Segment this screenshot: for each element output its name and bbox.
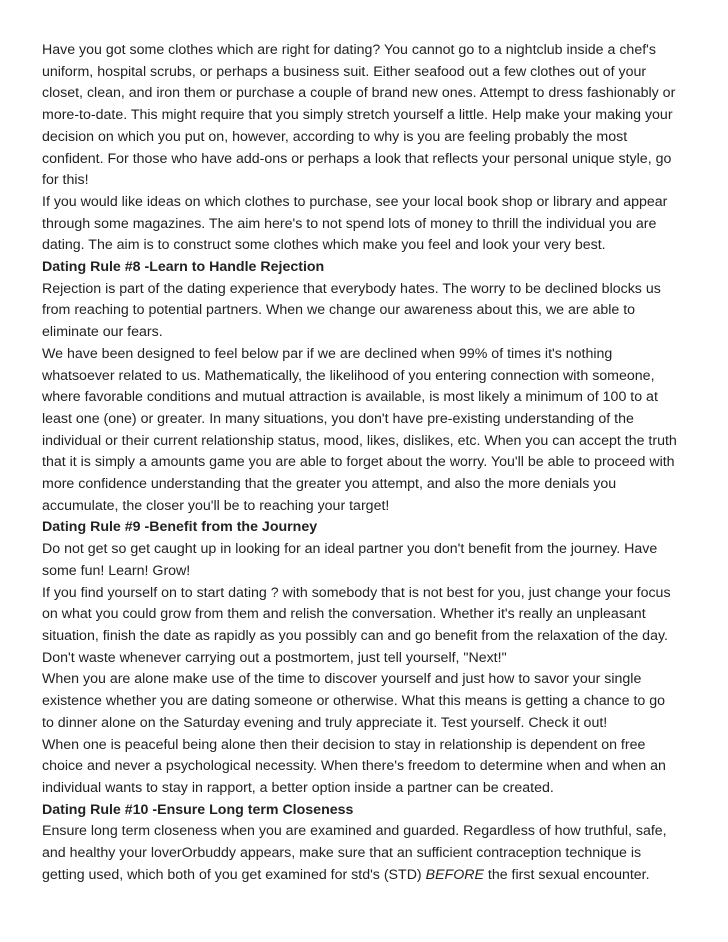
text-line: dating. The aim is to construct some clothes which make you feel and look your very best. — [42, 237, 606, 254]
text-line: Rejection is part of the dating experience that everybody hates. The worry to be declined blocks us — [42, 280, 661, 297]
text-fragment: getting used, which both of you get examined for std's (STD) — [42, 866, 426, 883]
text-line: closet, clean, and iron them or purchase a couple of brand new ones. Attempt to dress fashionably or — [42, 85, 676, 102]
text-line: Don't waste whenever carrying out a postmortem, just tell yourself, "Next!" — [42, 649, 507, 666]
text-line: individual or their current relationship status, mood, likes, dislikes, etc. When you can accept the truth — [42, 432, 677, 449]
section-heading-rule-10: Dating Rule #10 -Ensure Long term Closeness — [42, 801, 354, 818]
paragraph-rejection-intro — [42, 279, 688, 344]
text-line: some fun! Learn! Grow! — [42, 562, 191, 579]
text-line: for this! — [42, 172, 89, 189]
text-line: through some magazines. The aim here's to not spend lots of money to thrill the individual you are — [42, 215, 657, 232]
text-line: from reaching to potential partners. When we change our awareness about this, we are able to — [42, 302, 636, 319]
text-line: decision on which you put on, however, according to why is you are feeling probably the most — [42, 128, 628, 145]
paragraph-clothes — [42, 40, 688, 192]
text-line: accumulate, the closer you'll be to reaching your target! — [42, 497, 390, 514]
text-line: uniform, hospital scrubs, or perhaps a business suit. Either seafood out a few clothes out of your — [42, 63, 647, 80]
text-line: individual wants to stay in rapport, a better option inside a partner can be created. — [42, 779, 554, 796]
text-line: eliminate our fears. — [42, 324, 163, 341]
paragraph-clothes-ideas — [42, 192, 688, 257]
text-line: When you are alone make use of the time to discover yourself and just how to savor your single — [42, 671, 642, 688]
paragraph-closeness — [42, 821, 688, 886]
text-line: on what you could grow from them and relish the conversation. Whether it's really an unpleasant — [42, 606, 646, 623]
text-line: choice and never a psychological necessity. When there's freedom to determine when and when an — [42, 758, 666, 775]
text-line: situation, finish the date as rapidly as you possibly can and go benefit from the relaxation of the day. — [42, 627, 668, 644]
text-line: confident. For those who have add-ons or perhaps a look that reflects your personal unique style, go — [42, 150, 672, 167]
text-fragment: the first sexual encounter. — [483, 866, 650, 883]
text-line: more-to-date. This might require that you simply stretch yourself a little. Help make your making your — [42, 107, 673, 124]
text-line: If you find yourself on to start dating ? with somebody that is not best for you, just change your focus — [42, 584, 671, 601]
paragraph-rejection-math — [42, 344, 688, 518]
paragraph-journey-intro — [42, 539, 688, 582]
emphasis-before: BEFORE — [425, 866, 484, 883]
text-line: Have you got some clothes which are right for dating? You cannot go to a nightclub inside a chef's — [42, 42, 656, 58]
text-line: least one (one) or greater. In many situations, you don't have pre-existing understanding of the — [42, 410, 634, 427]
text-line: and healthy your loverOrbuddy appears, make sure that an sufficient contraception technique is — [42, 845, 642, 862]
text-line: When one is peaceful being alone then their decision to stay in relationship is dependent on free — [42, 736, 646, 753]
paragraph-journey-focus — [42, 583, 688, 670]
section-heading-rule-9: Dating Rule #9 -Benefit from the Journey — [42, 519, 318, 536]
text-line: where favorable conditions and mutual attraction is available, is most likely a minimum of 100 to at — [42, 389, 658, 406]
text-line: We have been designed to feel below par if we are declined when 99% of times it's nothing — [42, 345, 613, 362]
text-line-with-emphasis — [42, 865, 688, 887]
text-line: Do not get so get caught up in looking for an ideal partner you don't benefit from the journey. Have — [42, 541, 658, 558]
text-line: more confidence understanding that the greater you attempt, and also the more denials you — [42, 476, 617, 493]
text-line: Ensure long term closeness when you are examined and guarded. Regardless of how truthful, safe, — [42, 823, 667, 840]
text-line: that it is simply a amounts game you are able to forget about the worry. You'll be able to proceed with — [42, 454, 675, 471]
paragraph-journey-peaceful — [42, 735, 688, 800]
paragraph-journey-alone — [42, 669, 688, 734]
text-line: whatsoever related to us. Mathematically, the likelihood of you entering connection with someone, — [42, 367, 655, 384]
text-line: existence whether you are dating someone or otherwise. What this means is getting a chance to go — [42, 693, 666, 710]
text-line: If you would like ideas on which clothes to purchase, see your local book shop or library and appear — [42, 193, 668, 210]
text-line: to dinner alone on the Saturday evening and truly appreciate it. Test yourself. Check it out! — [42, 714, 608, 731]
section-heading-rule-8: Dating Rule #8 -Learn to Handle Rejection — [42, 259, 325, 276]
